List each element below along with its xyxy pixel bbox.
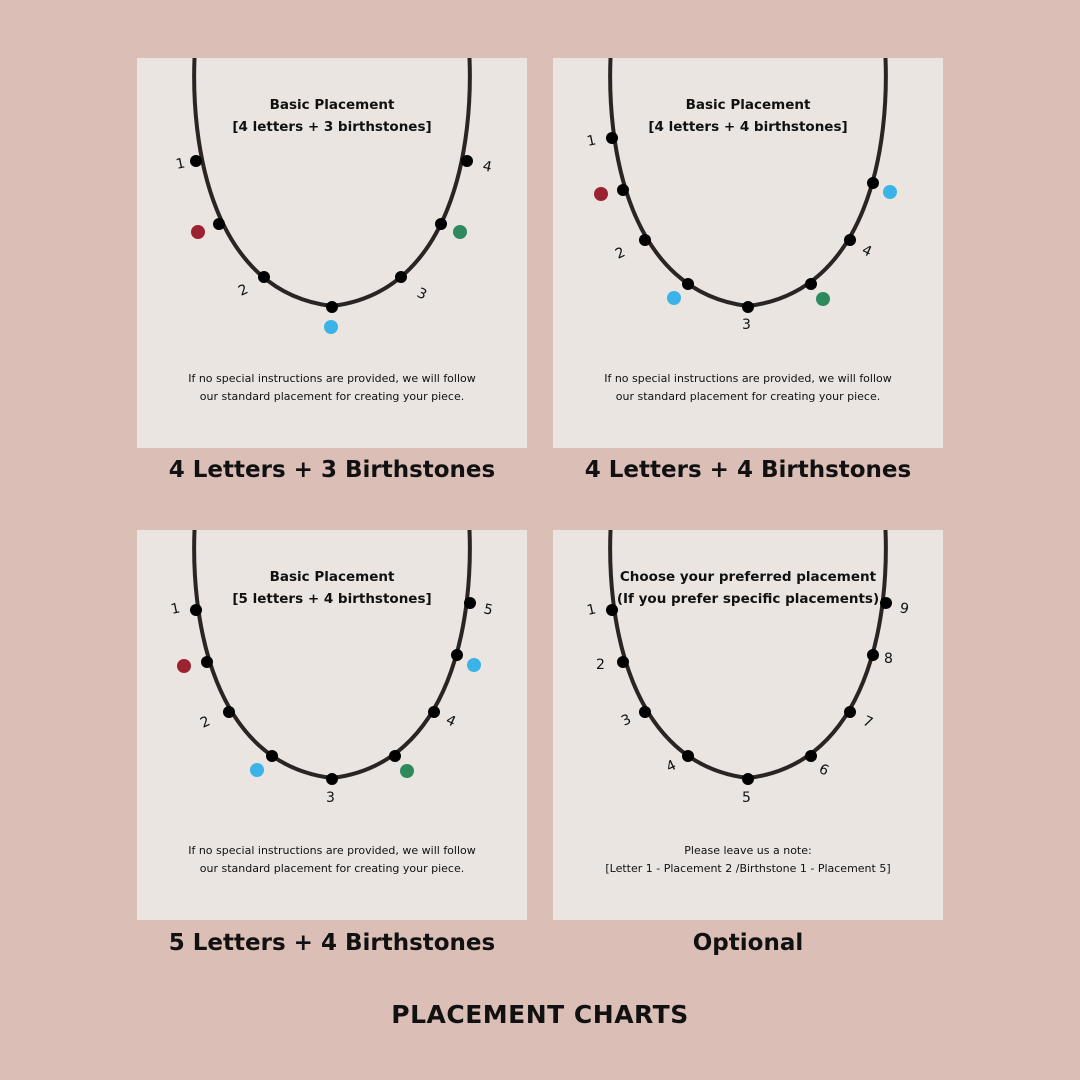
panel-heading (553, 94, 943, 138)
note-line-1: If no special instructions are provided, we will follow (604, 372, 892, 385)
chain-bead (190, 155, 202, 167)
chain-bead (682, 278, 694, 290)
note-line-2: our standard placement for creating your piece. (199, 390, 465, 403)
note-line-1: If no special instructions are provided, we will follow (188, 844, 476, 857)
chain-bead (428, 706, 440, 718)
heading-line-2: [4 letters + 3 birthstones] (232, 119, 432, 135)
heading-line-1: Basic Placement (269, 569, 395, 585)
chain-bead (461, 155, 473, 167)
letter-position-3: 3 (742, 317, 751, 333)
letter-position-8: 8 (884, 651, 893, 667)
chain-bead (639, 706, 651, 718)
chain-bead (451, 649, 463, 661)
heading-line-1: Basic Placement (269, 97, 395, 113)
chain-bead (395, 271, 407, 283)
birthstone-emerald (816, 292, 830, 306)
page-title: PLACEMENT CHARTS (391, 1000, 689, 1029)
chain-bead (266, 750, 278, 762)
panel-note (137, 842, 527, 878)
panel-note (553, 370, 943, 406)
chain-bead (682, 750, 694, 762)
letter-position-9: 9 (898, 600, 911, 618)
letter-position-2: 2 (197, 713, 213, 732)
placement-panel-3 (137, 530, 527, 920)
chain-bead (326, 773, 338, 785)
heading-line-2: (If you prefer specific placements) (616, 591, 880, 607)
chain-bead (389, 750, 401, 762)
birthstone-emerald (400, 764, 414, 778)
letter-position-4: 4 (481, 158, 494, 176)
placement-panel-2 (553, 58, 943, 448)
panel-heading (553, 566, 943, 610)
letter-position-3: 3 (618, 711, 634, 730)
chain-bead (844, 706, 856, 718)
birthstone-garnet (177, 659, 191, 673)
letter-position-2: 2 (612, 244, 628, 263)
chain-bead (742, 773, 754, 785)
chain-bead (223, 706, 235, 718)
letter-position-3: 3 (414, 285, 430, 304)
letter-position-2: 2 (235, 281, 251, 300)
heading-line-2: [5 letters + 4 birthstones] (232, 591, 432, 607)
note-line-1: If no special instructions are provided, we will follow (188, 372, 476, 385)
placement-panel-1 (137, 58, 527, 448)
chain-bead (805, 750, 817, 762)
letter-position-1: 1 (585, 132, 598, 150)
heading-line-1: Choose your preferred placement (619, 569, 877, 585)
letter-position-1: 1 (169, 600, 182, 618)
chain-bead (258, 271, 270, 283)
panel-note (137, 370, 527, 406)
birthstone-garnet (594, 187, 608, 201)
letter-position-6: 6 (816, 761, 832, 780)
panel-note (553, 842, 943, 878)
note-line-1: Please leave us a note: (684, 844, 812, 857)
letter-position-1: 1 (174, 155, 187, 173)
chain-bead (201, 656, 213, 668)
panel-caption-3: 5 Letters + 4 Birthstones (168, 930, 496, 956)
note-line-2: our standard placement for creating your piece. (199, 862, 465, 875)
letter-position-4: 4 (443, 712, 459, 731)
birthstone-aquamarine (467, 658, 481, 672)
letter-position-2: 2 (596, 657, 605, 673)
birthstone-garnet (191, 225, 205, 239)
chain-bead (805, 278, 817, 290)
chain-bead (742, 301, 754, 313)
birthstone-emerald (453, 225, 467, 239)
chain-bead (867, 649, 879, 661)
chain-bead (435, 218, 447, 230)
birthstone-aquamarine (883, 185, 897, 199)
letter-position-4: 4 (663, 757, 679, 776)
chain-bead (617, 656, 629, 668)
chain-bead (639, 234, 651, 246)
chain-bead (213, 218, 225, 230)
note-line-2: [Letter 1 - Placement 2 /Birthstone 1 - Placement 5] (605, 862, 891, 875)
birthstone-aquamarine (250, 763, 264, 777)
letter-position-3: 3 (326, 790, 335, 806)
panel-heading (137, 566, 527, 610)
letter-position-5: 5 (482, 601, 495, 619)
panel-heading (137, 94, 527, 138)
note-line-2: our standard placement for creating your piece. (615, 390, 881, 403)
letter-position-5: 5 (742, 790, 751, 806)
chain-bead (617, 184, 629, 196)
birthstone-aquamarine (667, 291, 681, 305)
heading-line-2: [4 letters + 4 birthstones] (648, 119, 848, 135)
letter-position-1: 1 (585, 601, 598, 619)
chain-bead (326, 301, 338, 313)
letter-position-7: 7 (860, 713, 876, 732)
panel-caption-4: Optional (692, 930, 804, 956)
panel-caption-2: 4 Letters + 4 Birthstones (584, 457, 912, 483)
heading-line-1: Basic Placement (685, 97, 811, 113)
placement-panel-4 (553, 530, 943, 920)
panel-caption-1: 4 Letters + 3 Birthstones (168, 457, 496, 483)
chain-bead (867, 177, 879, 189)
birthstone-aquamarine (324, 320, 338, 334)
letter-position-4: 4 (859, 242, 875, 261)
chain-bead (844, 234, 856, 246)
